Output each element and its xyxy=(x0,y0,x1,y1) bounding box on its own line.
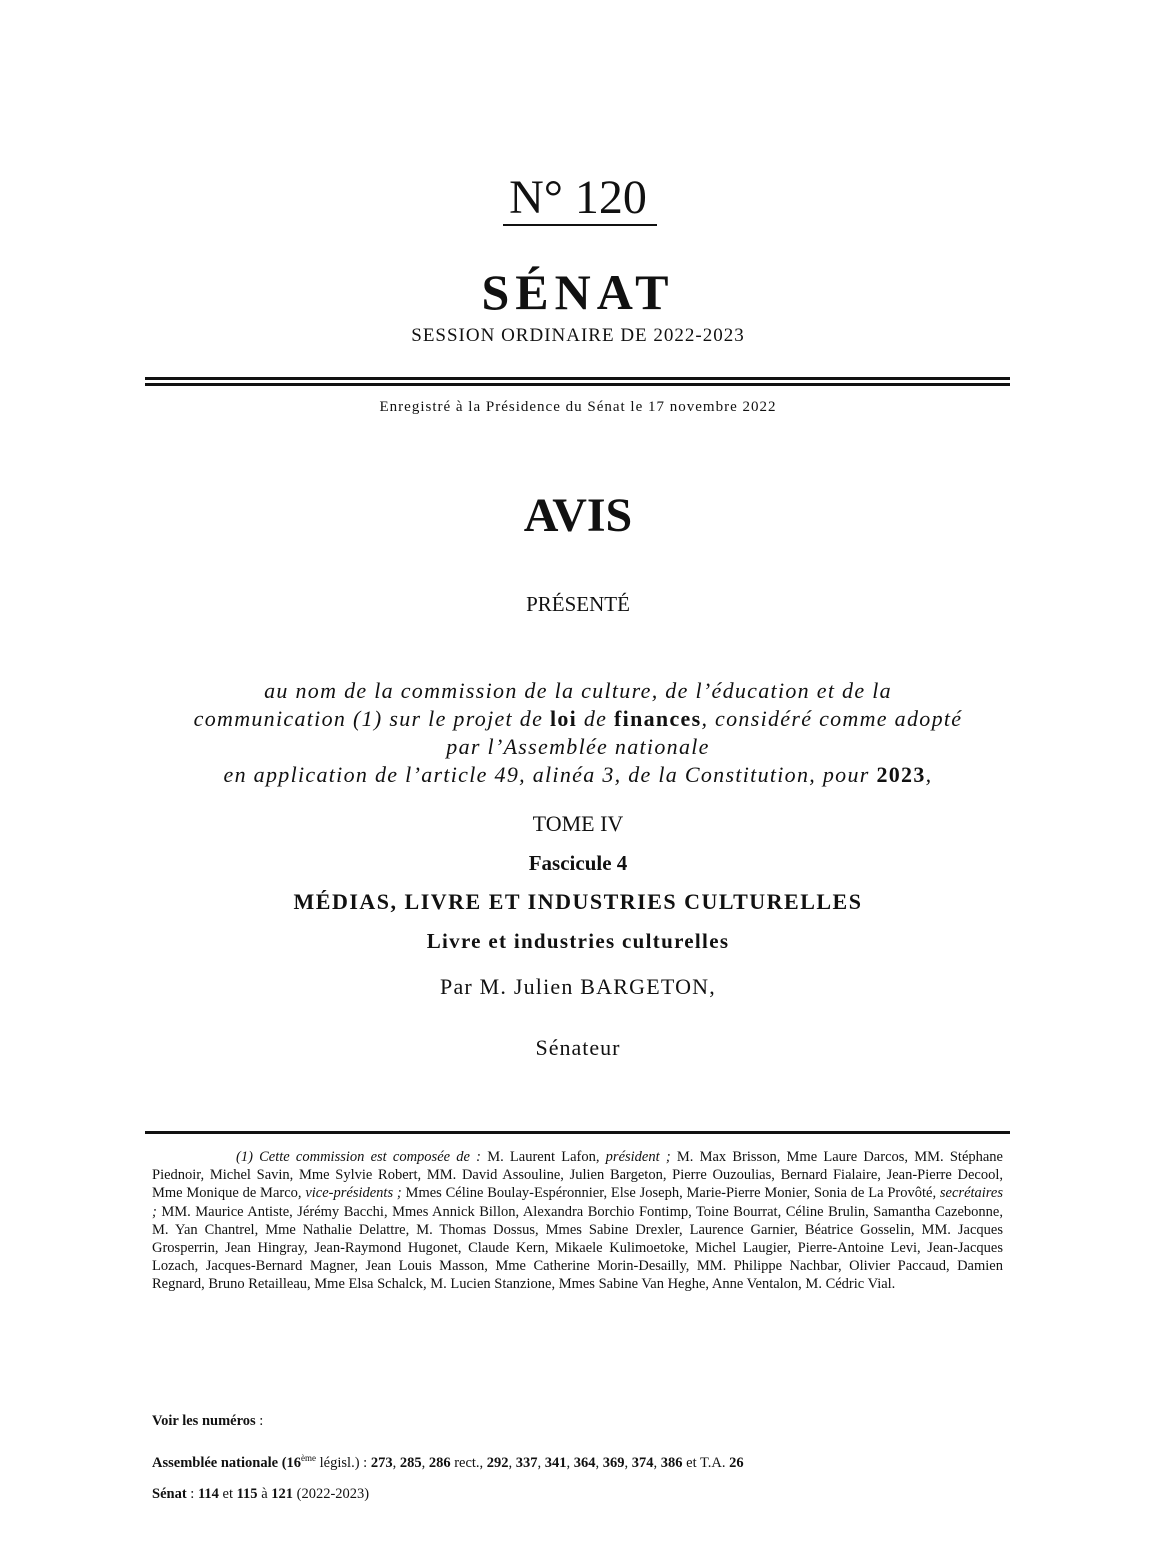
footnote-rule xyxy=(145,1131,1010,1134)
mission-title: MÉDIAS, LIVRE ET INDUSTRIES CULTURELLES xyxy=(293,889,863,914)
assemblee-references: Assemblée nationale (16ème législ.) : 273, 285, 286 rect., 292, 337, 341, 364, 369, 374, 386 et T.A. 26 xyxy=(152,1453,744,1471)
presented-label: PRÉSENTÉ xyxy=(526,592,630,616)
see-numbers-label: Voir les numéros : xyxy=(152,1413,264,1429)
author-title: Sénateur xyxy=(535,1035,621,1060)
number-underline xyxy=(503,224,657,226)
registration-line: Enregistré à la Présidence du Sénat le 17 novembre 2022 xyxy=(379,399,777,415)
tome-label: TOME IV xyxy=(532,811,624,836)
document-number: N° 120 xyxy=(509,171,647,224)
intro-line-3: par l’Assemblée nationale xyxy=(446,734,710,759)
intro-line-4: en application de l’article 49, alinéa 3, de la Constitution, pour 2023, xyxy=(223,762,933,787)
intro-line-2: communication (1) sur le projet de loi de finances, considéré comme adopté xyxy=(193,706,963,731)
author-line: Par M. Julien BARGETON, xyxy=(440,974,716,999)
programme-title: Livre et industries culturelles xyxy=(426,929,730,953)
double-rule-bottom xyxy=(145,383,1010,386)
double-rule-top xyxy=(145,377,1010,380)
intro-line-1: au nom de la commission de la culture, de l’éducation et de la xyxy=(264,678,892,703)
document-type: AVIS xyxy=(523,489,633,542)
senat-references: Sénat : 114 et 115 à 121 (2022-2023) xyxy=(152,1486,370,1502)
chamber-title: SÉNAT xyxy=(481,264,675,320)
intro-paragraph xyxy=(0,677,1156,789)
fascicule-label: Fascicule 4 xyxy=(528,851,628,875)
session-line: SESSION ORDINAIRE DE 2022-2023 xyxy=(411,325,745,346)
commission-composition: (1) Cette commission est composée de : M. Laurent Lafon, président ; M. Max Brisson, Mme Laure Darcos, MM. Stéphane Piednoir, Michel Savin, Mme Sylvie Robert, MM. David Assouline, Julien Bargeton, Pierre Ouzoulias, Bernard Fialaire, Jean-Pierre Decool, Mme Monique de Marco, vice-présidents ; Mmes Céline Boulay-Espéronnier, Else Joseph, Marie-Pierre Monier, Sonia de La Provôté, secrétaires ; MM. Maurice Antiste, Jérémy Bacchi, Mmes Annick Billon, Alexandra Borchio Fontimp, Toine Bourrat, Céline Brulin, Samantha Cazebonne, M. Yan Chantrel, Mme Nathalie Delattre, M. Thomas Dossus, Mmes Sabine Drexler, Laurence Garnier, Béatrice Gosselin, MM. Jacques Grosperrin, Jean Hingray, Jean-Raymond Hugonet, Claude Kern, Mikaele Kulimoetoke, Michel Laugier, Pierre-Antoine Levi, Jean-Jacques Lozach, Jacques-Bernard Magner, Jean Louis Masson, Mme Catherine Morin-Desailly, MM. Philippe Nachbar, Olivier Paccaud, Damien Regnard, Bruno Retailleau, Mme Elsa Schalck, M. Lucien Stanzione, Mmes Sabine Van Heghe, Anne Ventalon, M. Cédric Vial. xyxy=(152,1149,1003,1293)
